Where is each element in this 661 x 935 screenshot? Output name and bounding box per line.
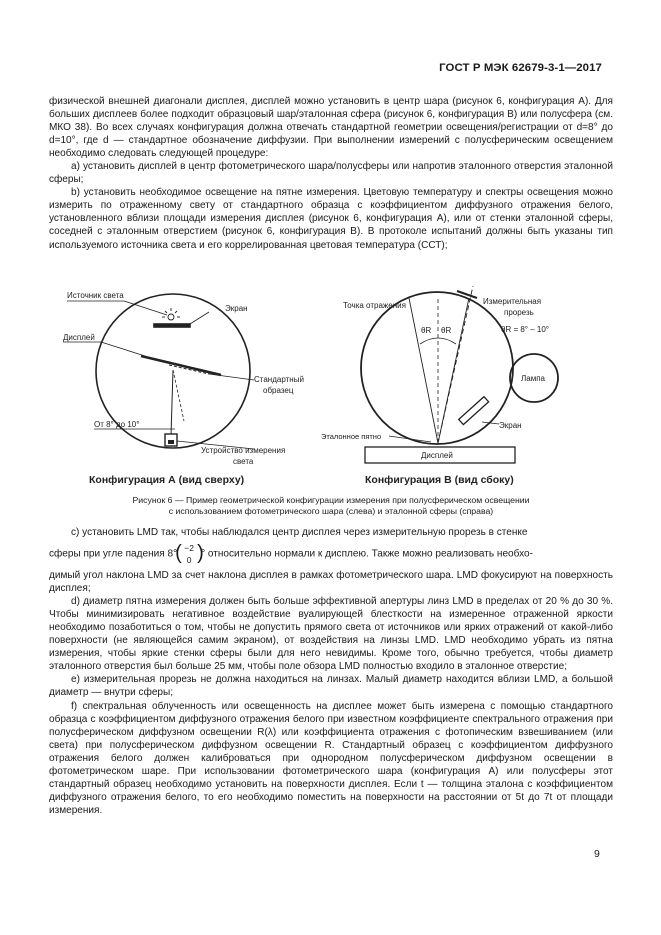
page-number: 9 (594, 848, 600, 860)
label-angle: От 8° до 10° (94, 420, 140, 429)
paragraph-d: d) диаметр пятна измерения должен быть больше эффективной апертуры линз LMD в пределах от 20 % до 30 %. Чтобы минимизировать негативное воздействие вуалирующей блесткости на измеренное отраженной яркости необходимо позаботиться о том, чтобы не допустить прямого света от источников или ярких отражений от какой-либо поверхности (не являющейся самим экраном), от воздействия на линзы LMD. LMD необходимо убрать из пятна измерения, чтобы яркие стенки сферы были для него невидимы. Кроме того, обычно требуется, чтобы диаметр эталонного отверстия был больше 25 мм, чтобы поле обзора LMD полностью входило в эталонное отверстие; (49, 596, 613, 673)
label-display-b: Дисплей (421, 451, 453, 460)
label-theta-right: θR (441, 326, 452, 335)
paragraph-c-line-2 (49, 541, 613, 567)
label-lamp: Лампа (521, 374, 545, 383)
label-spot: Эталонное пятно (321, 432, 382, 441)
text-block-top (49, 95, 613, 252)
title-config-b: Конфигурация В (вид сбоку) (365, 474, 514, 486)
paragraph-f: f) спектральная облученность или освещенность на дисплее может быть измерена с помощью стандартного образца с коэффициентом диффузного отражения белого при известном коэффициенте спектрального отражения при полусферическом диффузном освещении R(λ) или коэффициента отражения с фотопическим взвешиванием (или света) при полусферическом диффузном освещении R. Стандартный образец с коэффициентом диффузного отражения белого должен калиброваться при однородном полусферическом диффузном освещении в фотометрическом шаре. При использовании фотометрического шара (конфигурация А) или полусферы этот стандартный образец необходимо установить на поверхности дисплея. Если t — толщина эталона с коэффициентом диффузного отражения белого, то его необходимо поместить на поверхности на расстоянии от 5t до 7t от площади измерения. (49, 700, 613, 816)
paragraph-c-text-a: сферы при угле падения 8° (49, 548, 178, 560)
figure-6 (49, 286, 613, 486)
label-display-a: Дисплей (63, 333, 95, 342)
paragraph-c-text-b: ° относительно нормали к дисплею. Также можно реализовать необхо- (201, 548, 533, 560)
figure-caption (49, 495, 613, 517)
paragraph: физической внешней диагонали дисплея, дисплей можно установить в центр шара (рисунок 6, конфигурация А). Для больших дисплеев более подходит образцовый шар/эталонная сфера (рисунок 6, конфигурация В) или полусфера (см. МКО 38). Во всех случаях конфигурация должна отвечать стандартной геометрии освещения/регистрации от d=8° до d=10°, где d — стандартное обозначение диффузии. При выполнении измерений с полусферическим освещением необходимо следовать следующей процедуре: (49, 96, 613, 160)
label-screen-b: Экран (499, 421, 522, 430)
label-source: Источник света (67, 291, 124, 300)
config-a-diagram (63, 294, 254, 449)
paragraph-c-line-3: димый угол наклона LMD за счет наклона дисплея в рамках фотометрического шара. LMD фокусируют на поверхность дисплея; (49, 570, 613, 595)
figure-drawing (49, 286, 613, 486)
tolerance-top: −2 (184, 543, 194, 554)
paragraph-a: а) установить дисплей в центр фотометрического шара/полусферы или напротив эталонного отверстия эталонной сферы; (49, 161, 613, 186)
display-panel (141, 356, 221, 375)
screen-bar (154, 324, 190, 327)
label-slit-1: Измерительная (483, 297, 542, 306)
label-point: Точка отражения (343, 301, 406, 310)
caption-line-1: Рисунок 6 — Пример геометрической конфигурации измерения при полусферическом освещении (132, 495, 530, 505)
tolerance-bottom: 0 (186, 555, 192, 566)
label-theta-range: θR = 8° – 10° (501, 325, 549, 334)
paragraph-c-line-1: с) установить LMD так, чтобы наблюдался центр дисплея через измерительную прорезь в стенке (71, 527, 528, 538)
label-standard-2: образец (263, 386, 294, 395)
text-block-bottom (49, 526, 613, 817)
paragraph-e: е) измерительная прорезь не должна находиться на линзах. Малый диаметр находится вблизи LMD, а большой диаметр — внутри сферы; (49, 674, 613, 699)
document-header: ГОСТ Р МЭК 62679-3-1—2017 (439, 62, 602, 74)
screen-baffle (459, 397, 489, 425)
angle-tolerance: ( −2 0 ) (175, 542, 204, 566)
label-standard-1: Стандартный (254, 375, 304, 384)
caption-line-2: с использованием фотометрического шара (слева) и эталонной сферы (справа) (168, 506, 494, 516)
reference-sphere (361, 292, 513, 444)
label-screen-a: Экран (225, 304, 248, 313)
label-device-2: света (233, 457, 254, 466)
title-config-a: Конфигурация А (вид сверху) (89, 474, 245, 486)
label-device-1: Устройство измерения (201, 446, 286, 455)
paragraph-b: b) установить необходимое освещение на пятне измерения. Цветовую температуру и спектры освещения можно измерить по отраженному свету от стандартного образца с коэффициентом диффузного отражения белого, установленного вблизи площади измерения дисплея (рисунок 6, конфигурация А), или от стенки эталонной сферы, соседней с эталонным отверстием (рисунок 6, конфигурация В). В протоколе испытаний должны быть указаны тип используемого источника света и его коррелированная цветовая температура (ССТ); (49, 187, 613, 251)
label-theta-left: θR (421, 326, 432, 335)
label-slit-2: прорезь (504, 308, 534, 317)
